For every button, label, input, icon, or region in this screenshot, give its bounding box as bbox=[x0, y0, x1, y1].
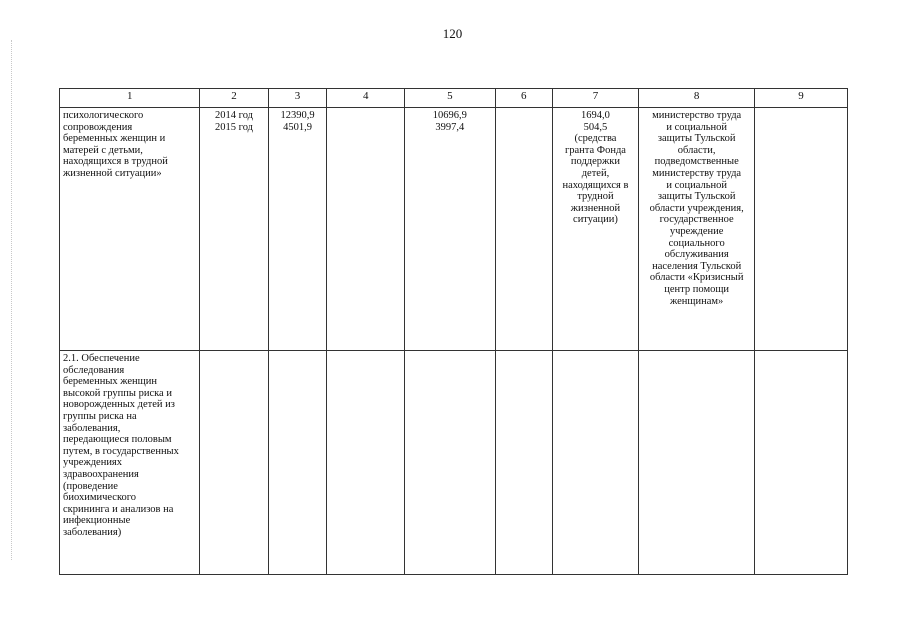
cell-col-6 bbox=[495, 108, 552, 351]
cell-activity bbox=[60, 351, 200, 575]
cell-text-line: министерству труда bbox=[652, 167, 742, 179]
cell-text-line: 10696,9 bbox=[432, 110, 467, 121]
cell-text-line: 1694,0 bbox=[581, 110, 610, 121]
cell-text-line: находящихся в bbox=[562, 179, 629, 191]
cell-text-line: центр помощи bbox=[664, 283, 730, 295]
cell-text-line: защиты Тульской bbox=[657, 133, 736, 145]
cell-text-line: подведомственные bbox=[654, 156, 739, 168]
cell-text-line: 4501,9 bbox=[283, 121, 312, 133]
cell-text-line: области, bbox=[677, 144, 716, 156]
cell-text-line: психологического bbox=[63, 110, 144, 121]
cell-text-line: министерство труда bbox=[652, 110, 742, 121]
cell-text-line: гранта Фонда bbox=[564, 144, 626, 156]
cell-years bbox=[200, 351, 268, 575]
scan-edge-dots bbox=[11, 40, 13, 560]
cell-text-line: матерей с детьми, bbox=[63, 144, 143, 156]
cell-col-5 bbox=[404, 351, 495, 575]
cell-text-line: 3997,4 bbox=[435, 121, 465, 133]
cell-text-line: обслуживания bbox=[664, 249, 729, 261]
header-col-8: 8 bbox=[639, 89, 755, 108]
table-row bbox=[60, 351, 848, 575]
program-table bbox=[59, 88, 848, 575]
cell-total bbox=[268, 108, 327, 351]
cell-text-line: инфекционные bbox=[63, 515, 131, 527]
cell-text-line: поддержки bbox=[570, 156, 621, 168]
table-row bbox=[60, 108, 848, 351]
cell-text-line: находящихся в трудной bbox=[63, 156, 168, 168]
cell-text-line: новорожденных детей из bbox=[63, 399, 175, 411]
cell-text-line: здравоохранения bbox=[63, 468, 139, 480]
cell-text-line: социального bbox=[668, 237, 725, 249]
cell-text-line: 504,5 bbox=[583, 121, 608, 133]
header-col-2: 2 bbox=[200, 89, 268, 108]
cell-text-line: путем, в государственных bbox=[63, 445, 179, 457]
cell-text-line: скрининга и анализов на bbox=[63, 503, 174, 515]
cell-col-5 bbox=[404, 108, 495, 351]
cell-col-6 bbox=[495, 351, 552, 575]
cell-text-line: государственное bbox=[659, 214, 734, 226]
cell-text-line: заболевания, bbox=[63, 422, 121, 434]
cell-col-7 bbox=[552, 351, 639, 575]
cell-text-line: жизненной bbox=[570, 202, 621, 214]
cell-text-line: группы риска на bbox=[63, 410, 137, 422]
cell-text-line: области учреждения, bbox=[649, 202, 744, 214]
cell-text-line: 12390,9 bbox=[280, 110, 315, 121]
cell-text-line: биохимического bbox=[63, 492, 137, 504]
cell-text-line: (средства bbox=[574, 133, 617, 145]
cell-activity bbox=[60, 108, 200, 351]
cell-text-line: 2.1. Обеспечение bbox=[63, 353, 140, 364]
cell-text-line: женщинам» bbox=[670, 295, 724, 307]
cell-text-line: учреждениях bbox=[63, 457, 123, 469]
cell-executors bbox=[639, 108, 755, 351]
cell-text-line: заболевания) bbox=[63, 526, 122, 538]
cell-text-line: сопровождения bbox=[63, 121, 133, 133]
cell-text-line: области «Кризисный bbox=[649, 272, 744, 284]
header-col-4: 4 bbox=[327, 89, 404, 108]
cell-text-line: 2014 год bbox=[215, 110, 254, 121]
cell-text-line: ситуации) bbox=[573, 214, 618, 226]
cell-col-7 bbox=[552, 108, 639, 351]
cell-text-line: защиты Тульской bbox=[657, 191, 736, 203]
cell-col-9 bbox=[755, 108, 848, 351]
header-col-7: 7 bbox=[552, 89, 639, 108]
cell-text-line: трудной bbox=[577, 191, 614, 203]
cell-text-line: беременных женщин и bbox=[63, 133, 166, 145]
cell-text-line: и социальной bbox=[666, 179, 727, 191]
cell-text-line: учреждение bbox=[669, 225, 724, 237]
cell-text-line: 2015 год bbox=[215, 121, 254, 133]
header-col-3: 3 bbox=[268, 89, 327, 108]
cell-text-line: и социальной bbox=[666, 121, 727, 133]
cell-total bbox=[268, 351, 327, 575]
cell-text-line: детей, bbox=[581, 167, 610, 179]
cell-col-4 bbox=[327, 351, 404, 575]
cell-col-9 bbox=[755, 351, 848, 575]
cell-text-line: обследования bbox=[63, 364, 125, 376]
cell-text-line: беременных женщин bbox=[63, 376, 157, 388]
header-col-1: 1 bbox=[60, 89, 200, 108]
page-number: 120 bbox=[442, 26, 463, 41]
header-col-9: 9 bbox=[755, 89, 848, 108]
cell-executors bbox=[639, 351, 755, 575]
cell-col-4 bbox=[327, 108, 404, 351]
cell-years bbox=[200, 108, 268, 351]
cell-text-line: жизненной ситуации» bbox=[63, 167, 162, 179]
header-col-6: 6 bbox=[495, 89, 552, 108]
table-header-row bbox=[60, 89, 848, 108]
cell-text-line: населения Тульской bbox=[652, 260, 742, 272]
cell-text-line: передающиеся половым bbox=[63, 434, 172, 446]
header-col-5: 5 bbox=[404, 89, 495, 108]
cell-text-line: (проведение bbox=[63, 480, 118, 492]
cell-text-line: высокой группы риска и bbox=[63, 387, 172, 399]
